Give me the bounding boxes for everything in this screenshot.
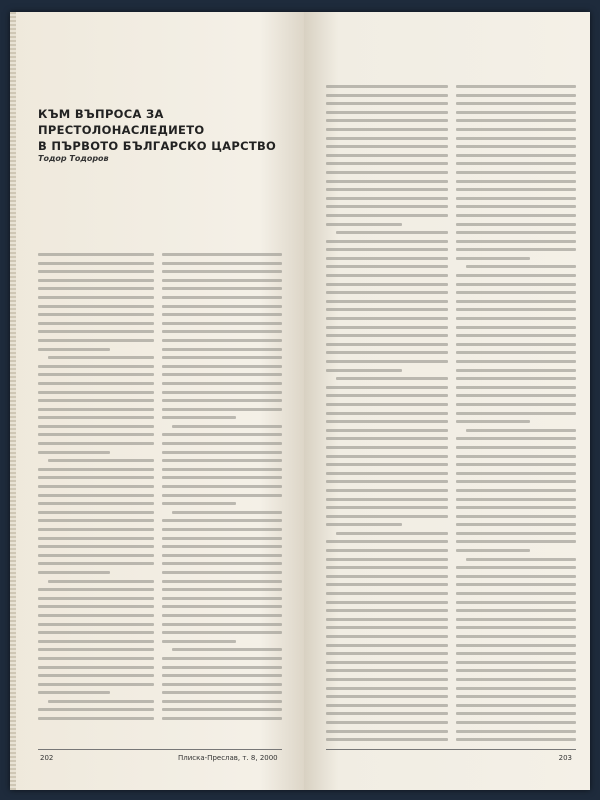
body-text-line (456, 469, 576, 478)
body-text-line (38, 302, 154, 311)
body-text-line (38, 551, 154, 560)
body-text-line (326, 503, 448, 512)
body-text-line (38, 276, 154, 285)
body-text-line (162, 688, 282, 697)
body-text-line (456, 194, 576, 203)
body-text-line (38, 645, 154, 654)
body-text-line (38, 379, 154, 388)
body-text-line (456, 641, 576, 650)
body-text-line (162, 714, 282, 723)
body-text-line (326, 228, 448, 237)
right-page-number: 203 (558, 754, 572, 762)
body-text-line (326, 82, 448, 91)
body-text-line (38, 654, 154, 663)
body-text-line (326, 116, 448, 125)
body-text-line (162, 388, 282, 397)
body-text-line (326, 709, 448, 718)
body-text-line (38, 388, 154, 397)
body-text-line (456, 151, 576, 160)
right-column-2 (456, 82, 576, 744)
footer-rule (326, 749, 576, 750)
body-text-line (162, 448, 282, 457)
body-text-line (456, 211, 576, 220)
body-text-line (326, 452, 448, 461)
body-text-line (162, 422, 282, 431)
article-title (38, 106, 288, 154)
body-text-line (162, 267, 282, 276)
body-text-line (38, 585, 154, 594)
left-column-1 (38, 250, 154, 723)
body-text-line (326, 280, 448, 289)
body-text-line (456, 374, 576, 383)
body-text-line (456, 623, 576, 632)
left-page-number: 202 (40, 754, 54, 762)
body-text-line (456, 495, 576, 504)
body-text-line (456, 598, 576, 607)
body-text-line (456, 563, 576, 572)
left-column-2 (162, 250, 282, 723)
body-text-line (162, 671, 282, 680)
body-text-line (456, 168, 576, 177)
body-text-line (456, 684, 576, 693)
body-text-line (38, 508, 154, 517)
body-text-line (38, 336, 154, 345)
body-text-line (456, 314, 576, 323)
body-text-line (456, 589, 576, 598)
body-text-line (326, 589, 448, 598)
body-text-line (38, 448, 154, 457)
body-text-line (326, 262, 448, 271)
body-text-line (456, 426, 576, 435)
body-text-line (326, 374, 448, 383)
body-text-line (326, 512, 448, 521)
body-text-line (456, 615, 576, 624)
body-text-line (326, 271, 448, 280)
body-text-line (456, 735, 576, 744)
body-text-line (326, 254, 448, 263)
body-text-line (38, 473, 154, 482)
body-text-line (162, 465, 282, 474)
body-text-line (38, 345, 154, 354)
body-text-line (456, 220, 576, 229)
body-text-line (326, 563, 448, 572)
body-text-line (38, 430, 154, 439)
body-text-line (326, 555, 448, 564)
body-text-line (326, 460, 448, 469)
body-text-line (38, 594, 154, 603)
body-text-line (456, 305, 576, 314)
body-text-line (162, 293, 282, 302)
body-text-line (326, 288, 448, 297)
body-text-line (38, 542, 154, 551)
body-text-line (162, 345, 282, 354)
body-text-line (456, 262, 576, 271)
body-text-line (326, 718, 448, 727)
body-text-line (38, 267, 154, 276)
body-text-line (38, 491, 154, 500)
body-text-line (326, 211, 448, 220)
body-text-line (456, 632, 576, 641)
body-text-line (456, 202, 576, 211)
body-text-line (162, 516, 282, 525)
body-text-line (326, 159, 448, 168)
body-text-line (326, 572, 448, 581)
body-text-line (162, 525, 282, 534)
body-text-line (38, 284, 154, 293)
body-text-line (162, 551, 282, 560)
body-text-line (162, 276, 282, 285)
body-text-line (326, 692, 448, 701)
body-text-line (38, 611, 154, 620)
body-text-line (326, 666, 448, 675)
body-text-line (162, 697, 282, 706)
body-text-line (38, 628, 154, 637)
body-text-line (456, 546, 576, 555)
body-text-line (456, 580, 576, 589)
body-text-line (456, 228, 576, 237)
body-text-line (456, 486, 576, 495)
body-text-line (326, 245, 448, 254)
body-text-line (456, 727, 576, 736)
body-text-line (456, 254, 576, 263)
body-text-line (162, 577, 282, 586)
body-text-line (162, 585, 282, 594)
body-text-line (326, 348, 448, 357)
body-text-line (326, 331, 448, 340)
body-text-line (326, 675, 448, 684)
body-text-line (326, 469, 448, 478)
body-text-line (162, 508, 282, 517)
body-text-line (456, 675, 576, 684)
body-text-line (38, 482, 154, 491)
body-text-line (38, 319, 154, 328)
title-line-2: В ПЪРВОТО БЪЛГАРСКО ЦАРСТВО (38, 139, 277, 153)
body-text-line (326, 297, 448, 306)
body-text-line (326, 486, 448, 495)
body-text-line (456, 177, 576, 186)
body-text-line (162, 594, 282, 603)
article-author: Тодор Тодоров (38, 154, 109, 163)
body-text-line (456, 692, 576, 701)
body-text-line (326, 701, 448, 710)
body-text-line (38, 525, 154, 534)
body-text-line (456, 666, 576, 675)
body-text-line (456, 280, 576, 289)
body-text-line (162, 620, 282, 629)
page-edge (10, 12, 16, 790)
body-text-line (456, 572, 576, 581)
body-text-line (326, 727, 448, 736)
body-text-line (38, 602, 154, 611)
body-text-line (326, 641, 448, 650)
body-text-line (38, 310, 154, 319)
body-text-line (326, 606, 448, 615)
body-text-line (38, 499, 154, 508)
body-text-line (456, 185, 576, 194)
body-text-line (456, 477, 576, 486)
body-text-line (162, 654, 282, 663)
body-text-line (326, 91, 448, 100)
body-text-line (162, 413, 282, 422)
body-text-line (456, 658, 576, 667)
body-text-line (456, 555, 576, 564)
body-text-line (326, 495, 448, 504)
body-text-line (326, 520, 448, 529)
body-text-line (456, 383, 576, 392)
body-text-line (38, 456, 154, 465)
body-text-line (326, 305, 448, 314)
body-text-line (326, 684, 448, 693)
body-text-line (162, 353, 282, 362)
body-text-line (456, 606, 576, 615)
body-text-line (38, 370, 154, 379)
body-text-line (38, 697, 154, 706)
journal-footer: Плиска-Преслав, т. 8, 2000 (178, 754, 278, 762)
body-text-line (162, 499, 282, 508)
body-text-line (326, 151, 448, 160)
body-text-line (456, 340, 576, 349)
body-text-line (38, 405, 154, 414)
body-text-line (456, 82, 576, 91)
body-text-line (162, 336, 282, 345)
body-text-line (162, 405, 282, 414)
left-page (10, 12, 304, 790)
body-text-line (326, 615, 448, 624)
body-text-line (162, 250, 282, 259)
body-text-line (456, 297, 576, 306)
book-spread (10, 12, 590, 790)
body-text-line (326, 357, 448, 366)
body-text-line (326, 383, 448, 392)
body-text-line (456, 116, 576, 125)
body-text-line (326, 537, 448, 546)
body-text-line (326, 477, 448, 486)
body-text-line (38, 620, 154, 629)
body-text-line (38, 396, 154, 405)
body-text-line (162, 628, 282, 637)
body-text-line (456, 288, 576, 297)
body-text-line (162, 362, 282, 371)
body-text-line (456, 718, 576, 727)
body-text-line (326, 735, 448, 744)
body-text-line (162, 542, 282, 551)
body-text-line (326, 237, 448, 246)
body-text-line (38, 559, 154, 568)
body-text-line (162, 310, 282, 319)
body-text-line (456, 323, 576, 332)
body-text-line (456, 701, 576, 710)
body-text-line (456, 91, 576, 100)
body-text-line (456, 271, 576, 280)
footer-rule (38, 749, 282, 750)
body-text-line (162, 284, 282, 293)
body-text-line (326, 434, 448, 443)
body-text-line (162, 637, 282, 646)
body-text-line (38, 516, 154, 525)
body-text-line (456, 649, 576, 658)
body-text-line (38, 680, 154, 689)
body-text-line (162, 611, 282, 620)
body-text-line (456, 331, 576, 340)
right-column-1 (326, 82, 448, 744)
body-text-line (326, 202, 448, 211)
body-text-line (38, 534, 154, 543)
body-text-line (456, 443, 576, 452)
body-text-line (326, 194, 448, 203)
body-text-line (162, 379, 282, 388)
body-text-line (326, 546, 448, 555)
body-text-line (162, 370, 282, 379)
body-text-line (38, 637, 154, 646)
body-text-line (162, 439, 282, 448)
body-text-line (38, 413, 154, 422)
body-text-line (38, 327, 154, 336)
body-text-line (326, 99, 448, 108)
body-text-line (162, 259, 282, 268)
body-text-line (326, 323, 448, 332)
body-text-line (38, 259, 154, 268)
body-text-line (456, 125, 576, 134)
body-text-line (456, 452, 576, 461)
body-text-line (456, 99, 576, 108)
body-text-line (326, 142, 448, 151)
body-text-line (162, 302, 282, 311)
body-text-line (38, 250, 154, 259)
right-page (304, 12, 590, 790)
body-text-line (456, 709, 576, 718)
body-text-line (456, 400, 576, 409)
body-text-line (38, 577, 154, 586)
body-text-line (38, 714, 154, 723)
body-text-line (38, 465, 154, 474)
body-text-line (456, 503, 576, 512)
body-text-line (326, 580, 448, 589)
body-text-line (456, 357, 576, 366)
body-text-line (326, 623, 448, 632)
body-text-line (456, 142, 576, 151)
body-text-line (162, 491, 282, 500)
body-text-line (38, 293, 154, 302)
body-text-line (326, 426, 448, 435)
body-text-line (326, 658, 448, 667)
body-text-line (326, 177, 448, 186)
body-text-line (326, 598, 448, 607)
body-text-line (38, 663, 154, 672)
body-text-line (456, 366, 576, 375)
body-text-line (162, 396, 282, 405)
body-text-line (456, 520, 576, 529)
body-text-line (162, 559, 282, 568)
body-text-line (326, 443, 448, 452)
body-text-line (162, 705, 282, 714)
body-text-line (162, 319, 282, 328)
body-text-line (38, 688, 154, 697)
body-text-line (162, 456, 282, 465)
body-text-line (326, 340, 448, 349)
body-text-line (162, 680, 282, 689)
body-text-line (162, 482, 282, 491)
body-text-line (162, 568, 282, 577)
body-text-line (162, 534, 282, 543)
body-text-line (456, 460, 576, 469)
body-text-line (456, 537, 576, 546)
body-text-line (38, 422, 154, 431)
body-text-line (162, 645, 282, 654)
body-text-line (456, 512, 576, 521)
body-text-line (456, 108, 576, 117)
body-text-line (38, 705, 154, 714)
body-text-line (326, 168, 448, 177)
body-text-line (38, 353, 154, 362)
body-text-line (326, 220, 448, 229)
body-text-line (162, 327, 282, 336)
body-text-line (326, 366, 448, 375)
body-text-line (38, 568, 154, 577)
body-text-line (456, 391, 576, 400)
body-text-line (38, 362, 154, 371)
body-text-line (456, 237, 576, 246)
title-line-1: КЪМ ВЪПРОСА ЗА ПРЕСТОЛОНАСЛЕДИЕТО (38, 107, 205, 137)
body-text-line (326, 314, 448, 323)
body-text-line (456, 434, 576, 443)
body-text-line (162, 602, 282, 611)
body-text-line (456, 245, 576, 254)
body-text-line (456, 348, 576, 357)
body-text-line (456, 409, 576, 418)
body-text-line (326, 409, 448, 418)
body-text-line (326, 125, 448, 134)
body-text-line (162, 473, 282, 482)
body-text-line (38, 671, 154, 680)
body-text-line (326, 649, 448, 658)
body-text-line (326, 400, 448, 409)
body-text-line (456, 159, 576, 168)
body-text-line (326, 108, 448, 117)
body-text-line (326, 391, 448, 400)
body-text-line (456, 134, 576, 143)
body-text-line (162, 663, 282, 672)
body-text-line (38, 439, 154, 448)
body-text-line (456, 417, 576, 426)
body-text-line (162, 430, 282, 439)
body-text-line (326, 417, 448, 426)
body-text-line (326, 632, 448, 641)
body-text-line (326, 185, 448, 194)
body-text-line (456, 529, 576, 538)
body-text-line (326, 529, 448, 538)
body-text-line (326, 134, 448, 143)
